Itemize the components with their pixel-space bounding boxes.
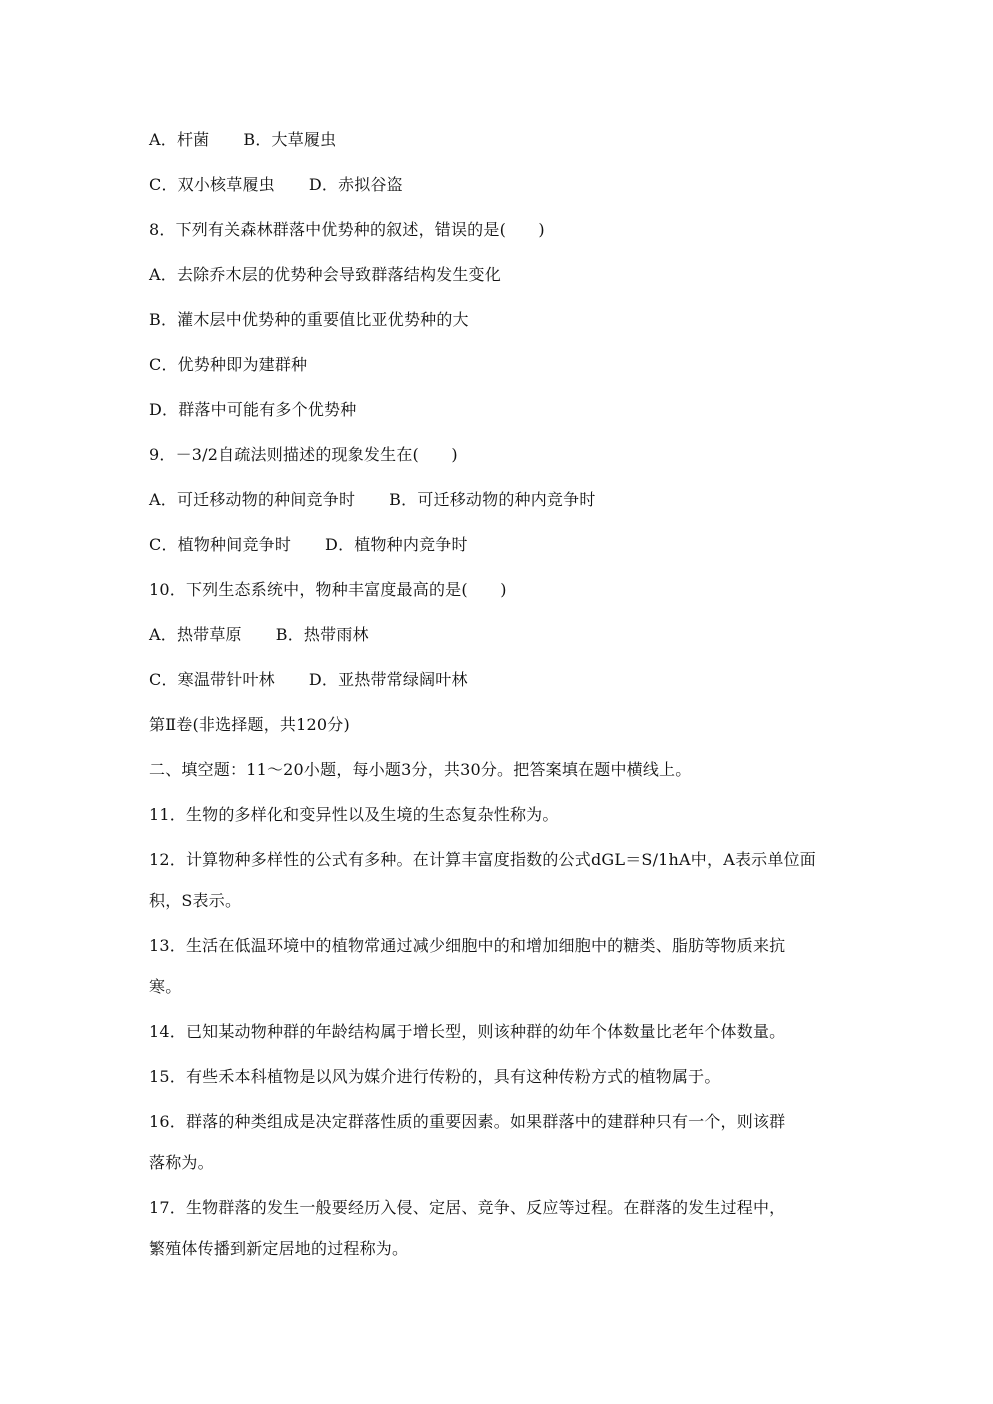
q10-options-cd <box>149 666 849 694</box>
q14-text: 14．已知某动物种群的年龄结构属于增长型，则该种群的幼年个体数量比老年个体数量。 <box>149 1022 786 1041</box>
option-c: C．植物种间竞争时 <box>149 535 292 554</box>
option-b: B．可迁移动物的种内竞争时 <box>389 490 596 509</box>
q8-option-d: D．群落中可能有多个优势种 <box>149 400 357 419</box>
q10-options-ab <box>149 621 849 649</box>
part-two-heading: 第Ⅱ卷(非选择题，共120分) <box>149 715 350 734</box>
q15-text: 15．有些禾本科植物是以风为媒介进行传粉的，具有这种传粉方式的植物属于。 <box>149 1067 721 1086</box>
q7-options-cd <box>149 171 849 199</box>
option-d: D．植物种内竞争时 <box>325 535 468 554</box>
q7-options-ab <box>149 126 849 154</box>
q16-text-line1: 16．群落的种类组成是决定群落性质的重要因素。如果群落中的建群种只有一个，则该群 <box>149 1112 786 1131</box>
q10-stem: 10．下列生态系统中，物种丰富度最高的是( ) <box>149 580 507 599</box>
option-d: D．亚热带常绿阔叶林 <box>308 670 468 689</box>
option-c: C．寒温带针叶林 <box>149 670 275 689</box>
q13-text-line2: 寒。 <box>149 977 182 996</box>
q9-options-ab <box>149 486 849 514</box>
q8-option-b: B．灌木层中优势种的重要值比亚优势种的大 <box>149 310 469 329</box>
option-b: B．大草履虫 <box>243 130 337 149</box>
q12-text-line1: 12．计算物种多样性的公式有多种。在计算丰富度指数的公式dGL＝S/1hA中，A表示单位面 <box>149 850 816 869</box>
q8-option-c: C．优势种即为建群种 <box>149 355 308 374</box>
option-c: C．双小核草履虫 <box>149 175 275 194</box>
option-a: A．可迁移动物的种间竞争时 <box>149 490 356 509</box>
option-d: D．赤拟谷盗 <box>308 175 403 194</box>
section-fill-in-instructions: 二、填空题：11～20小题，每小题3分，共30分。把答案填在题中横线上。 <box>149 760 692 779</box>
option-b: B．热带雨林 <box>275 625 369 644</box>
option-a: A．杆菌 <box>149 130 210 149</box>
q9-stem: 9．－3/2自疏法则描述的现象发生在( ) <box>149 445 458 464</box>
q8-option-a: A．去除乔木层的优势种会导致群落结构发生变化 <box>149 265 501 284</box>
question-content <box>149 126 849 1280</box>
q17-text-line2: 繁殖体传播到新定居地的过程称为。 <box>149 1239 409 1258</box>
q9-options-cd <box>149 531 849 559</box>
q16-text-line2: 落称为。 <box>149 1153 214 1172</box>
q12-text-line2: 积，S表示。 <box>149 891 242 910</box>
q11-text: 11．生物的多样化和变异性以及生境的生态复杂性称为。 <box>149 805 559 824</box>
q8-stem: 8．下列有关森林群落中优势种的叙述，错误的是( ) <box>149 220 545 239</box>
option-a: A．热带草原 <box>149 625 242 644</box>
q17-text-line1: 17．生物群落的发生一般要经历入侵、定居、竞争、反应等过程。在群落的发生过程中， <box>149 1198 786 1217</box>
q13-text-line1: 13．生活在低温环境中的植物常通过减少细胞中的和增加细胞中的糖类、脂肪等物质来抗 <box>149 936 786 955</box>
